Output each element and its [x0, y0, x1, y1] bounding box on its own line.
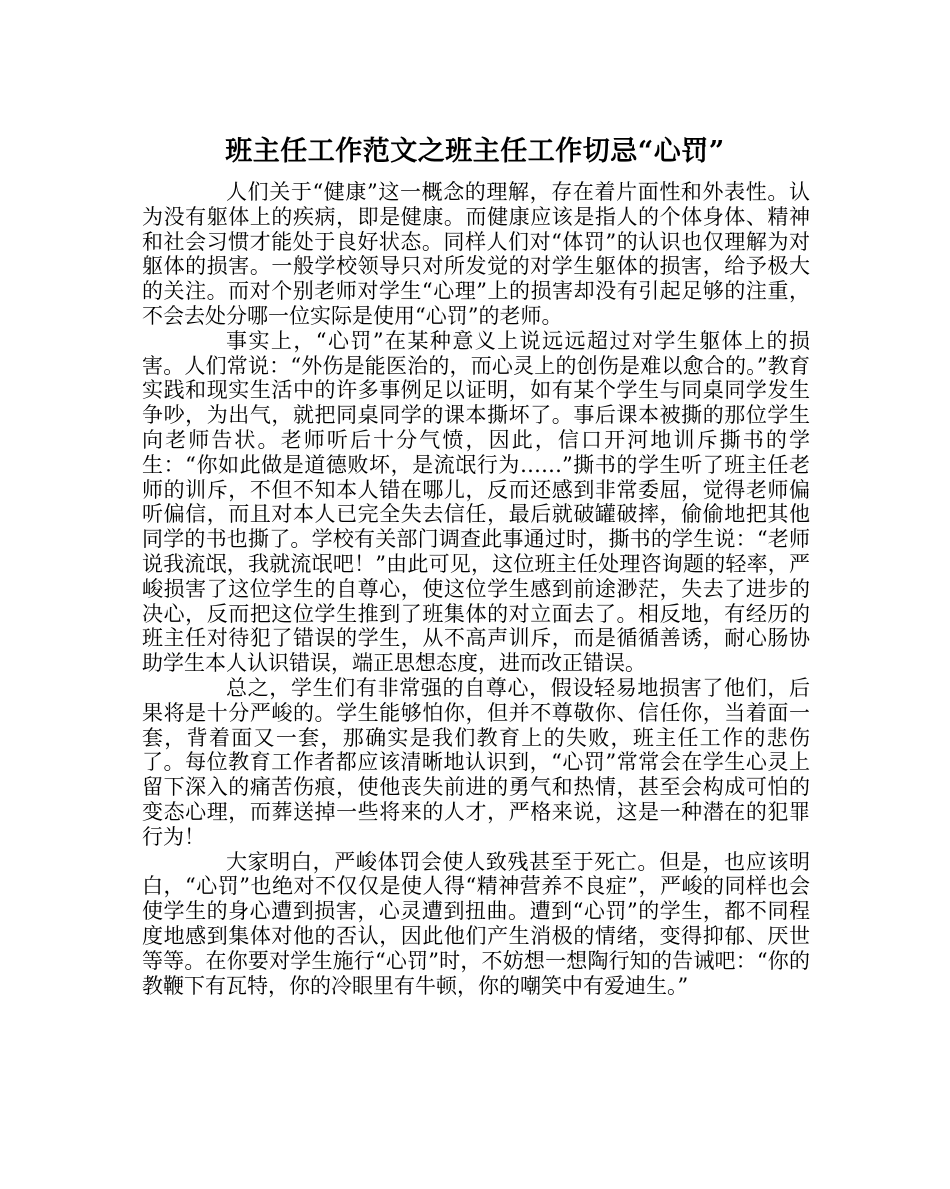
- paragraph-4: 大家明白，严峻体罚会使人致残甚至于死亡。但是，也应该明白，“心罚”也绝对不仅仅是使人得“精神营养不良症”，严峻的同样也会使学生的身心遭到损害，心灵遭到扭曲。遭到“心罚”的学生，都不同程度地感到集体对他的否认，因此他们产生消极的情绪，变得抑郁、厌世等等。在你要对学生施行“心罚”时，不妨想一想陶行知的告诫吧：“你的教鞭下有瓦特，你的冷眼里有牛顿，你的嘲笑中有爱迪生。”: [142, 849, 810, 998]
- document-title: 班主任工作范文之班主任工作切忌“心罚”: [225, 136, 725, 167]
- document-body: [142, 180, 810, 998]
- paragraph-1: 人们关于“健康”这一概念的理解，存在着片面性和外表性。认为没有躯体上的疾病，即是健康。而健康应该是指人的个体身体、精神和社会习惯才能处于良好状态。同样人们对“体罚”的认识也仅理解为对躯体的损害。一般学校领导只对所发觉的对学生躯体的损害，给予极大的关注。而对个别老师对学生“心理”上的损害却没有引起足够的注重，不会去处分哪一位实际是使用“心罚”的老师。: [142, 180, 810, 328]
- paragraph-3: 总之，学生们有非常强的自尊心，假设轻易地损害了他们，后果将是十分严峻的。学生能够怕你，但并不尊敬你、信任你，当着面一套，背着面又一套，那确实是我们教育上的失败，班主任工作的悲伤了。每位教育工作者都应该清晰地认识到，“心罚”常常会在学生心灵上留下深入的痛苦伤痕，使他丧失前进的勇气和热情，甚至会构成可怕的变态心理，而葬送掉一些将来的人才，严格来说，这是一种潜在的犯罪行为！: [142, 675, 810, 849]
- paragraph-2: 事实上，“心罚”在某种意义上说远远超过对学生躯体上的损害。人们常说：“外伤是能医治的，而心灵上的创伤是难以愈合的。”教育实践和现实生活中的许多事例足以证明，如有某个学生与同桌同学发生争吵，为出气，就把同桌同学的课本撕坏了。事后课本被撕的那位学生向老师告状。老师听后十分气愤，因此，信口开河地训斥撕书的学生：“你如此做是道德败坏，是流氓行为……”撕书的学生听了班主任老师的训斥，不但不知本人错在哪儿，反而还感到非常委屈，觉得老师偏听偏信，而且对本人已完全失去信任，最后就破罐破摔，偷偷地把其他同学的书也撕了。学校有关部门调查此事通过时，撕书的学生说：“老师说我流氓，我就流氓吧！”由此可见，这位班主任处理咨询题的轻率，严峻损害了这位学生的自尊心，使这位学生感到前途渺茫，失去了进步的决心，反而把这位学生推到了班集体的对立面去了。相反地，有经历的班主任对待犯了错误的学生，从不高声训斥，而是循循善诱，耐心肠协助学生本人认识错误，端正思想态度，进而改正错误。: [142, 328, 810, 676]
